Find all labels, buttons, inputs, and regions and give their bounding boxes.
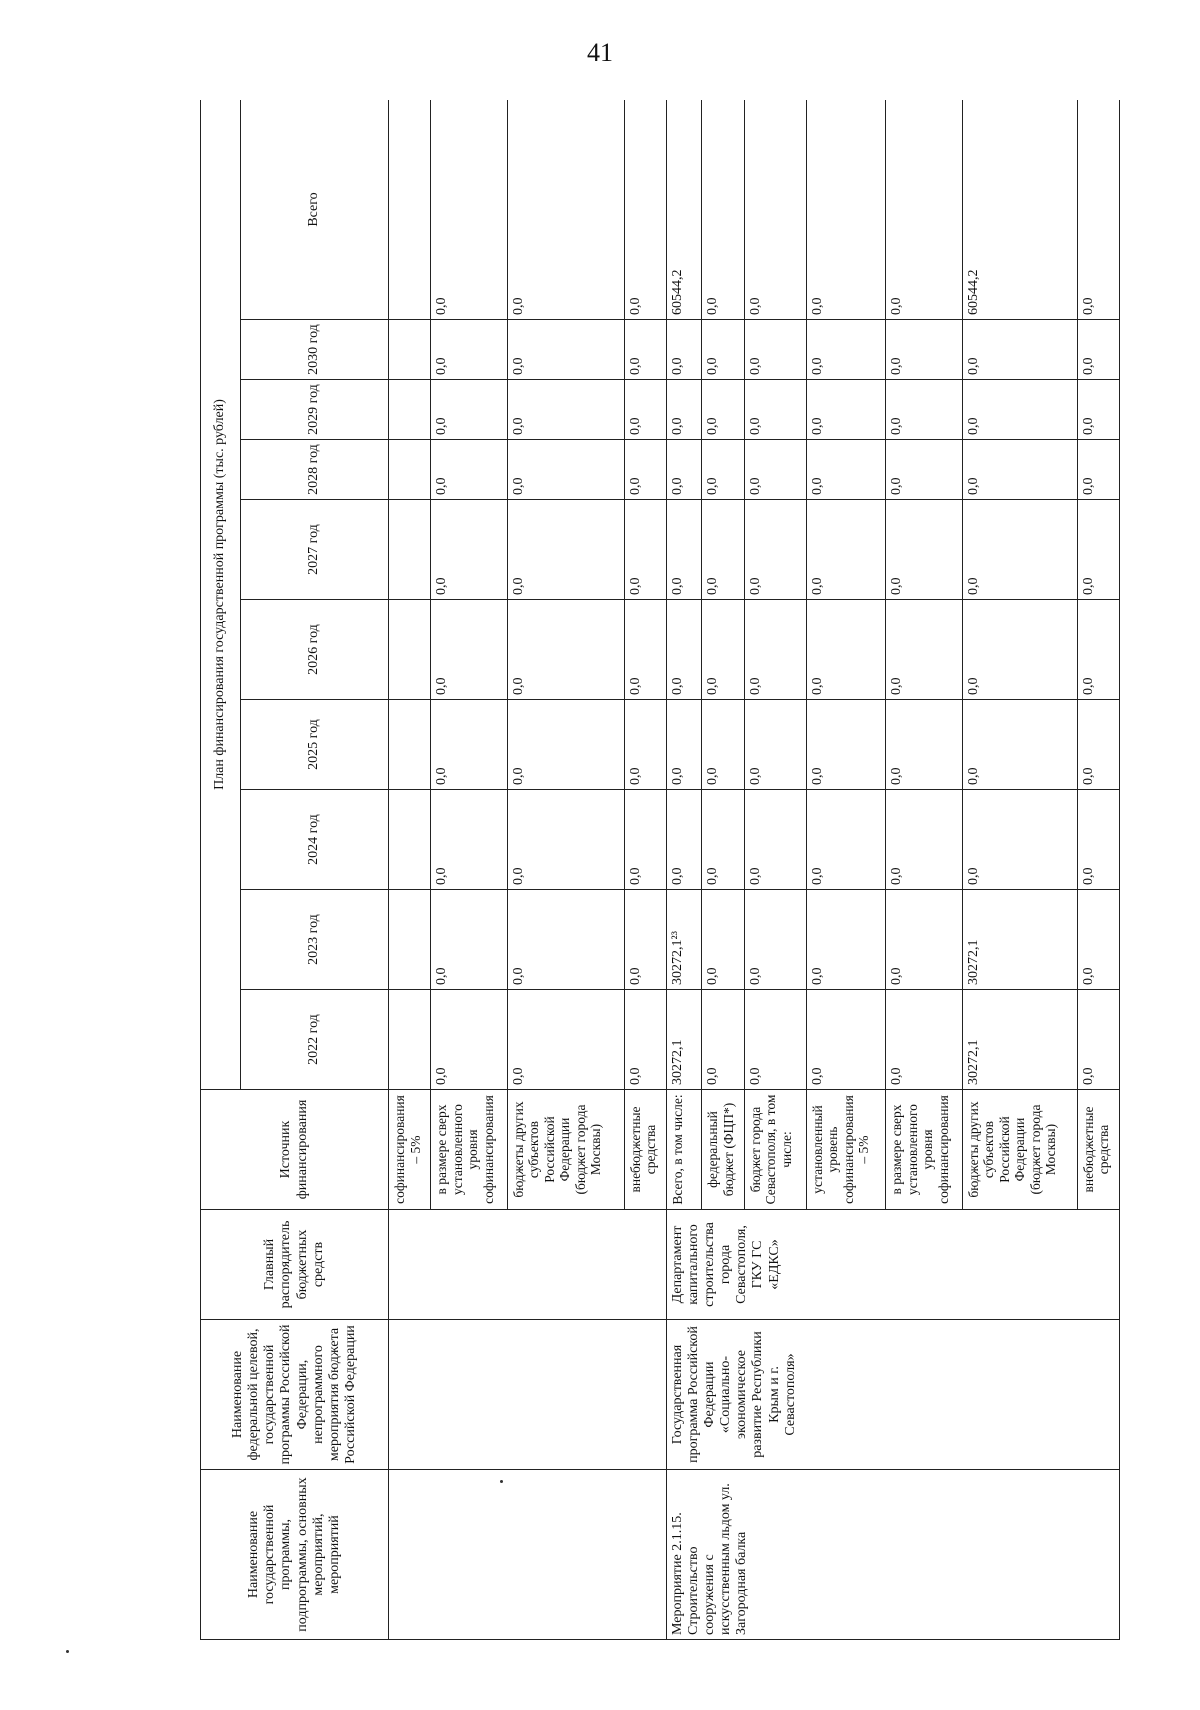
- value-cell: 0,0: [431, 440, 507, 500]
- value-cell: 0,0: [666, 380, 701, 440]
- value-cell: 0,0: [806, 990, 886, 1090]
- value-cell: 0,0: [744, 320, 806, 380]
- value-cell: 0,0: [431, 380, 507, 440]
- value-cell: 30272,1: [962, 990, 1077, 1090]
- federal-program-cell: Государственная программа Российской Федерации «Социально-экономическое развитие Республики Крым и г. Севастополя»: [666, 1320, 1119, 1470]
- value-cell: 0,0: [666, 500, 701, 600]
- value-cell: 0,0: [624, 380, 666, 440]
- value-cell: 0,0: [624, 700, 666, 790]
- activity-cell-empty: [389, 1470, 667, 1640]
- value-cell: 0,0: [702, 440, 744, 500]
- value-cell: 0,0: [507, 500, 624, 600]
- page-number: 41: [587, 38, 613, 67]
- source-cell: софинансирования – 5%: [389, 1090, 431, 1210]
- scan-speck: [500, 1480, 503, 1483]
- header-year: 2026 год: [241, 600, 389, 700]
- value-cell: 0,0: [624, 100, 666, 320]
- table-viewport: [200, 100, 1120, 1640]
- activity-name-cell: Мероприятие 2.1.15. Строительство сооружения с искусственным льдом ул. Загородная балка: [666, 1470, 1119, 1640]
- value-cell: [389, 890, 431, 990]
- value-cell: 0,0: [431, 890, 507, 990]
- value-cell: 0,0: [744, 990, 806, 1090]
- value-cell: 0,0: [702, 790, 744, 890]
- value-cell: 0,0: [431, 790, 507, 890]
- header-year: 2025 год: [241, 700, 389, 790]
- scan-speck: [66, 1650, 69, 1653]
- value-cell: 0,0: [886, 890, 962, 990]
- value-cell: 0,0: [624, 890, 666, 990]
- value-cell: 0,0: [666, 320, 701, 380]
- value-cell: 60544,2: [962, 100, 1077, 320]
- value-cell: 30272,1: [962, 890, 1077, 990]
- value-cell: 0,0: [431, 320, 507, 380]
- value-cell: 0,0: [806, 500, 886, 600]
- value-cell: 0,0: [624, 990, 666, 1090]
- value-cell: 0,0: [624, 790, 666, 890]
- value-cell: 0,0: [507, 600, 624, 700]
- value-cell: 0,0: [744, 500, 806, 600]
- value-cell: 0,0: [1077, 500, 1119, 600]
- header-year: 2028 год: [241, 440, 389, 500]
- value-cell: 0,0: [1077, 790, 1119, 890]
- value-cell: 0,0: [666, 790, 701, 890]
- value-cell: 0,0: [962, 700, 1077, 790]
- value-cell: 0,0: [744, 440, 806, 500]
- source-cell: установленный уровень софинансирования – 5%: [806, 1090, 886, 1210]
- value-cell: [389, 320, 431, 380]
- value-cell: 0,0: [1077, 990, 1119, 1090]
- value-cell: 0,0: [886, 100, 962, 320]
- value-cell: 0,0: [1077, 440, 1119, 500]
- value-cell: 0,0: [806, 320, 886, 380]
- value-cell: 0,0: [806, 600, 886, 700]
- value-cell: [389, 700, 431, 790]
- value-cell: 0,0: [431, 700, 507, 790]
- source-cell: бюджеты других субъектов Российской Федерации (бюджет города Москвы): [507, 1090, 624, 1210]
- value-cell: 0,0: [702, 600, 744, 700]
- header-year: 2030 год: [241, 320, 389, 380]
- value-cell: 0,0: [1077, 320, 1119, 380]
- value-cell: 0,0: [702, 500, 744, 600]
- value-cell: 0,0: [806, 380, 886, 440]
- value-cell: 0,0: [744, 790, 806, 890]
- value-cell: 0,0: [744, 380, 806, 440]
- value-cell: 0,0: [431, 600, 507, 700]
- value-cell: 0,0: [886, 790, 962, 890]
- header-activity: Наименование государственной программы, подпрограммы, основных мероприятий, мероприятий: [201, 1470, 389, 1640]
- value-cell: 0,0: [1077, 600, 1119, 700]
- header-year: 2029 год: [241, 380, 389, 440]
- value-cell: 0,0: [886, 990, 962, 1090]
- manager-cell-empty: [389, 1210, 667, 1320]
- value-cell: 30272,1: [666, 990, 701, 1090]
- value-cell: 0,0: [806, 890, 886, 990]
- value-cell: 0,0: [886, 500, 962, 600]
- value-cell: [389, 380, 431, 440]
- value-cell: 0,0: [962, 440, 1077, 500]
- value-cell: 0,0: [702, 700, 744, 790]
- value-cell: 0,0: [962, 380, 1077, 440]
- value-cell: 0,0: [702, 890, 744, 990]
- value-cell: 0,0: [806, 100, 886, 320]
- value-cell: 0,0: [886, 600, 962, 700]
- value-cell: 0,0: [666, 700, 701, 790]
- header-year: 2027 год: [241, 500, 389, 600]
- value-cell: 0,0: [507, 700, 624, 790]
- value-cell: 0,0: [702, 320, 744, 380]
- financing-table: [200, 100, 1120, 1640]
- value-cell: 30272,1²³: [666, 890, 701, 990]
- header-manager: Главный распорядитель бюджетных средств: [201, 1210, 389, 1320]
- value-cell: 0,0: [744, 700, 806, 790]
- table-row: [666, 100, 701, 1640]
- header-federal-program: Наименование федеральной целевой, государственной программы Российской Федерации, непрограммного мероприятия бюджета Российской Федерации: [201, 1320, 389, 1470]
- value-cell: 0,0: [886, 440, 962, 500]
- rotated-table-container: [200, 100, 1120, 1640]
- value-cell: [389, 100, 431, 320]
- value-cell: 0,0: [744, 100, 806, 320]
- value-cell: 0,0: [507, 890, 624, 990]
- value-cell: 0,0: [806, 790, 886, 890]
- value-cell: 0,0: [962, 790, 1077, 890]
- value-cell: 0,0: [507, 990, 624, 1090]
- value-cell: 0,0: [702, 100, 744, 320]
- value-cell: 0,0: [624, 600, 666, 700]
- source-cell: в размере сверх установленного уровня софинансирования: [886, 1090, 962, 1210]
- value-cell: [389, 440, 431, 500]
- value-cell: 0,0: [962, 600, 1077, 700]
- header-plan-title: План финансирования государственной программы (тыс. рублей): [201, 100, 241, 1090]
- source-cell: бюджеты других субъектов Российской Федерации (бюджет города Москвы): [962, 1090, 1077, 1210]
- federal-program-cell-empty: [389, 1320, 667, 1470]
- value-cell: 0,0: [962, 320, 1077, 380]
- value-cell: 0,0: [806, 440, 886, 500]
- value-cell: [389, 500, 431, 600]
- value-cell: 0,0: [624, 440, 666, 500]
- value-cell: 60544,2: [666, 100, 701, 320]
- source-cell: Всего, в том числе:: [666, 1090, 701, 1210]
- value-cell: 0,0: [624, 500, 666, 600]
- value-cell: 0,0: [507, 320, 624, 380]
- value-cell: 0,0: [886, 700, 962, 790]
- value-cell: 0,0: [666, 440, 701, 500]
- header-year: 2024 год: [241, 790, 389, 890]
- value-cell: 0,0: [744, 600, 806, 700]
- value-cell: 0,0: [806, 700, 886, 790]
- source-cell: внебюджетные средства: [624, 1090, 666, 1210]
- header-year: 2023 год: [241, 890, 389, 990]
- value-cell: 0,0: [507, 790, 624, 890]
- value-cell: 0,0: [624, 320, 666, 380]
- value-cell: 0,0: [1077, 890, 1119, 990]
- value-cell: 0,0: [886, 380, 962, 440]
- value-cell: 0,0: [431, 100, 507, 320]
- value-cell: 0,0: [702, 990, 744, 1090]
- source-cell: федеральный бюджет (ФЦП*): [702, 1090, 744, 1210]
- value-cell: [389, 600, 431, 700]
- value-cell: [389, 790, 431, 890]
- value-cell: 0,0: [962, 500, 1077, 600]
- value-cell: 0,0: [431, 500, 507, 600]
- manager-cell: Департамент капитального строительства города Севастополя, ГКУ ГС «ЕДКС»: [666, 1210, 1119, 1320]
- value-cell: 0,0: [507, 380, 624, 440]
- value-cell: 0,0: [1077, 380, 1119, 440]
- source-cell: бюджет города Севастополя, в том числе:: [744, 1090, 806, 1210]
- value-cell: 0,0: [666, 600, 701, 700]
- value-cell: 0,0: [507, 100, 624, 320]
- value-cell: 0,0: [507, 440, 624, 500]
- value-cell: 0,0: [702, 380, 744, 440]
- value-cell: 0,0: [1077, 100, 1119, 320]
- table-row: [389, 100, 431, 1640]
- header-source: Источник финансирования: [201, 1090, 389, 1210]
- source-cell: в размере сверх установленного уровня софинансирования: [431, 1090, 507, 1210]
- value-cell: 0,0: [1077, 700, 1119, 790]
- value-cell: 0,0: [431, 990, 507, 1090]
- header-year: 2022 год: [241, 990, 389, 1090]
- source-cell: внебюджетные средства: [1077, 1090, 1119, 1210]
- value-cell: [389, 990, 431, 1090]
- header-total: Всего: [241, 100, 389, 320]
- value-cell: 0,0: [744, 890, 806, 990]
- value-cell: 0,0: [886, 320, 962, 380]
